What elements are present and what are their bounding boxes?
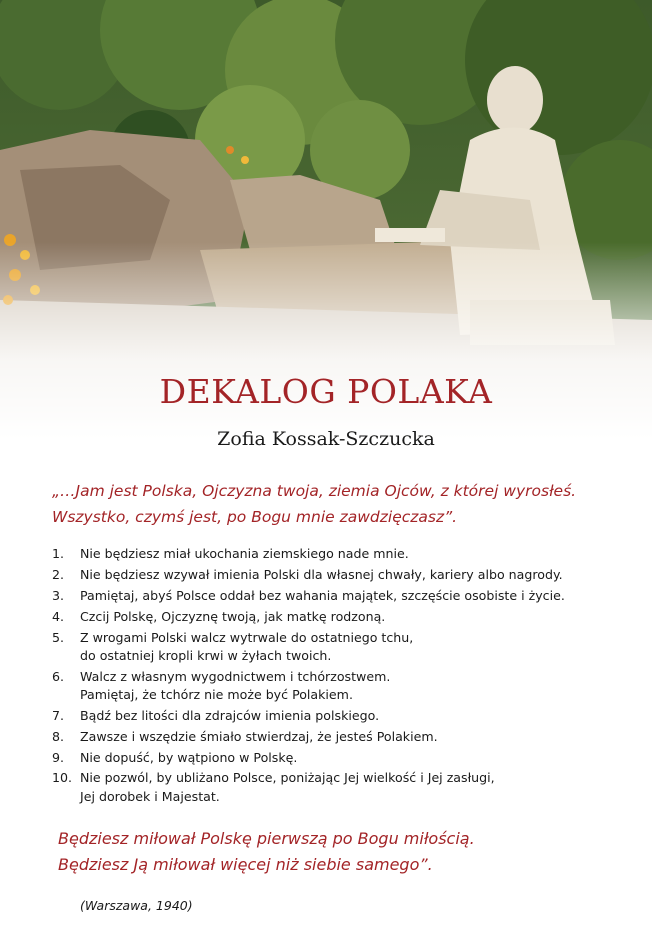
list-item	[52, 707, 622, 725]
list-item	[52, 668, 622, 704]
item-text: Zawsze i wszędzie śmiało stwierdzaj, że jesteś Polakiem.	[80, 728, 438, 744]
item-number: 8.	[52, 728, 65, 744]
list-item	[52, 587, 622, 605]
quote-line: Wszystko, czymś jest, po Bogu mnie zawdzięczasz”.	[52, 508, 458, 526]
item-number: 9.	[52, 749, 65, 765]
item-number: 1.	[52, 546, 65, 561]
item-text: Walcz z własnym wygodnictwem i tchórzostwem.	[80, 668, 391, 684]
item-number: 4.	[52, 608, 65, 624]
list-item	[52, 566, 622, 584]
item-text: Z wrogami Polski walcz wytrwale do ostatniego tchu,	[80, 629, 414, 645]
list-item	[52, 608, 622, 626]
list-item	[52, 728, 622, 746]
closing-quote	[58, 826, 618, 878]
list-item	[52, 749, 622, 767]
item-number: 3.	[52, 587, 65, 603]
list-item	[52, 769, 622, 805]
opening-quote	[52, 478, 612, 530]
item-text: Pamiętaj, że tchórz nie może być Polakiem.	[80, 686, 353, 702]
author-name: Zofia Kossak-Szczucka	[217, 428, 435, 450]
item-text: Nie dopuść, by wątpiono w Polskę.	[80, 749, 298, 765]
item-number: 7.	[52, 707, 65, 723]
item-number: 5.	[52, 629, 65, 645]
list-item	[52, 545, 622, 563]
item-text: Czcij Polskę, Ojczyznę twoją, jak matkę rodzoną.	[80, 608, 386, 624]
item-text: Bądź bez litości dla zdrajców imienia polskiego.	[80, 707, 380, 723]
item-text: Nie będziesz miał ukochania ziemskiego nade mnie.	[80, 546, 409, 561]
item-text: Pamiętaj, abyś Polsce oddał bez wahania majątek, szczęście osobiste i życie.	[80, 587, 565, 603]
item-text: do ostatniej kropli krwi w żyłach twoich.	[80, 647, 332, 663]
item-number: 10.	[52, 770, 73, 786]
closing-line: Będziesz miłował Polskę pierwszą po Bogu miłością.	[58, 829, 475, 848]
item-text: Jej dorobek i Majestat.	[80, 788, 220, 804]
document-title: DEKALOG POLAKA	[159, 372, 493, 411]
item-text: Nie pozwól, by ubliżano Polsce, poniżając Jej wielkość i Jej zasługi,	[80, 770, 495, 786]
item-number: 2.	[52, 566, 65, 582]
commandments-list	[52, 545, 622, 809]
quote-line: „…Jam jest Polska, Ojczyzna twoja, ziemia Ojców, z której wyrosłeś.	[52, 482, 577, 500]
item-text: Nie będziesz wzywał imienia Polski dla własnej chwały, kariery albo nagrody.	[80, 566, 563, 582]
list-item	[52, 629, 622, 665]
date-place: (Warszawa, 1940)	[80, 898, 193, 913]
item-number: 6.	[52, 668, 65, 684]
closing-line: Będziesz Ją miłował więcej niż siebie samego”.	[58, 855, 433, 874]
